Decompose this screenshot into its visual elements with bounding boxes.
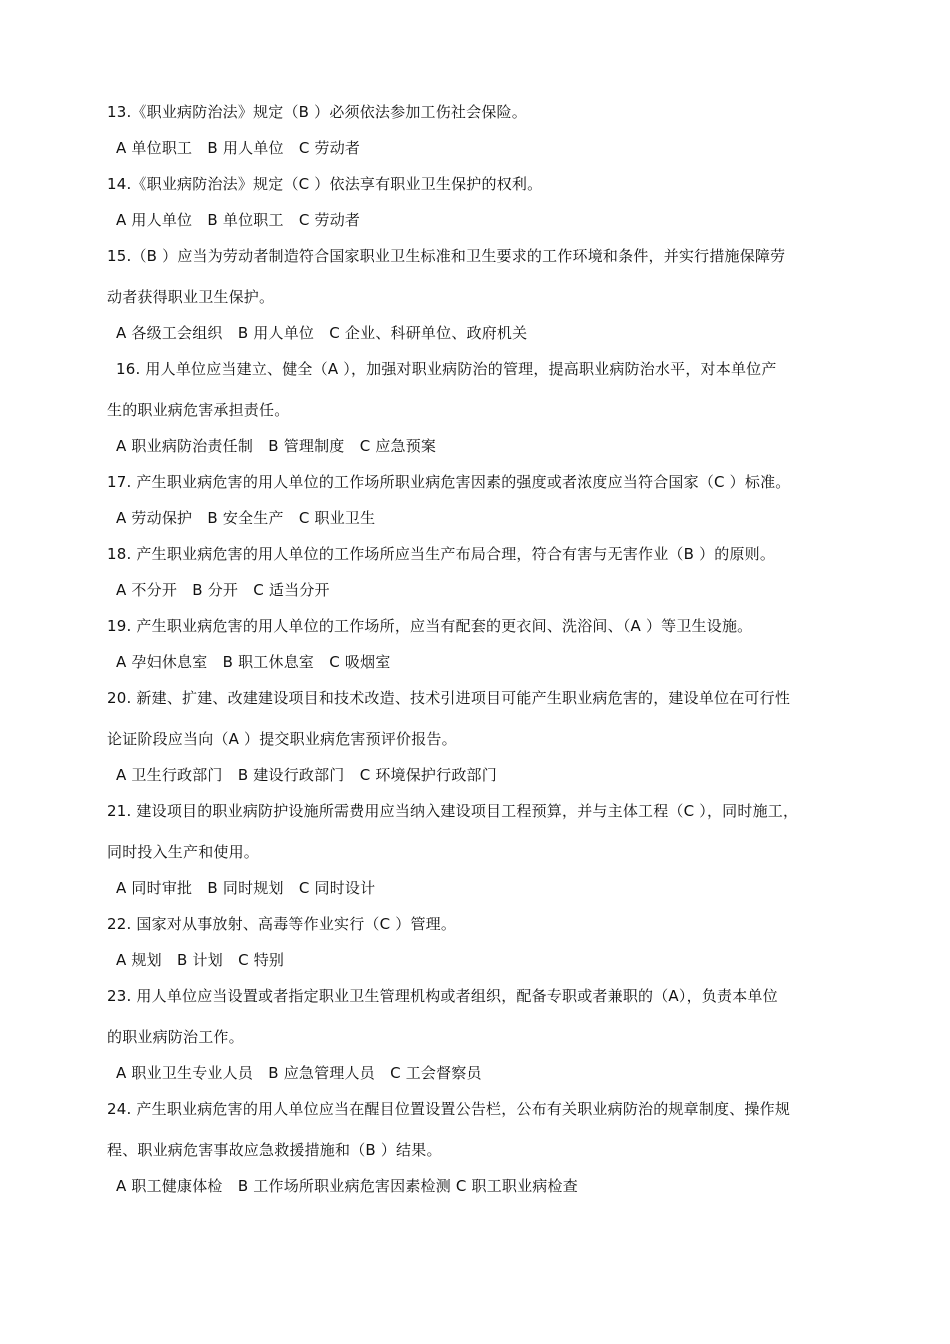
question-23-text-line-1: 23. 用人单位应当设置或者指定职业卫生管理机构或者组织，配备专职或者兼职的（A），负责本单位	[107, 987, 778, 1005]
question-24-text-line-2: 程、职业病危害事故应急救援措施和（B ）结果。	[107, 1141, 442, 1159]
question-15-text-line-2: 动者获得职业卫生保护。	[107, 288, 275, 306]
question-18-text: 18. 产生职业病危害的用人单位的工作场所应当生产布局合理，符合有害与无害作业（B ）的原则。	[107, 545, 776, 563]
question-21-text-line-2: 同时投入生产和使用。	[107, 843, 260, 861]
question-13-options: A 单位职工 B 用人单位 C 劳动者	[116, 139, 361, 157]
question-22-options: A 规划 B 计划 C 特别	[116, 951, 285, 969]
question-17-options: A 劳动保护 B 安全生产 C 职业卫生	[116, 509, 376, 527]
question-16-text-line-1: 16. 用人单位应当建立、健全（A ），加强对职业病防治的管理，提高职业病防治水平，对本单位产	[116, 360, 777, 378]
question-15-options: A 各级工会组织 B 用人单位 C 企业、科研单位、政府机关	[116, 324, 528, 342]
question-23-text-line-2: 的职业病防治工作。	[107, 1028, 244, 1046]
question-13-text: 13.《职业病防治法》规定（B ）必须依法参加工伤社会保险。	[107, 103, 527, 121]
question-14-text: 14.《职业病防治法》规定（C ）依法享有职业卫生保护的权利。	[107, 175, 543, 193]
question-18-options: A 不分开 B 分开 C 适当分开	[116, 581, 330, 599]
question-16-options: A 职业病防治责任制 B 管理制度 C 应急预案	[116, 437, 437, 455]
question-17-text: 17. 产生职业病危害的用人单位的工作场所职业病危害因素的强度或者浓度应当符合国家（C ）标准。	[107, 473, 791, 491]
question-24-text-line-1: 24. 产生职业病危害的用人单位应当在醒目位置设置公告栏，公布有关职业病防治的规章制度、操作规	[107, 1100, 791, 1118]
question-20-options: A 卫生行政部门 B 建设行政部门 C 环境保护行政部门	[116, 766, 497, 784]
question-15-text-line-1: 15.（B ）应当为劳动者制造符合国家职业卫生标准和卫生要求的工作环境和条件，并实行措施保障劳	[107, 247, 786, 265]
question-16-text-line-2: 生的职业病危害承担责任。	[107, 401, 290, 419]
question-19-options: A 孕妇休息室 B 职工休息室 C 吸烟室	[116, 653, 391, 671]
question-20-text-line-1: 20. 新建、扩建、改建建设项目和技术改造、技术引进项目可能产生职业病危害的，建设单位在可行性	[107, 689, 791, 707]
question-21-text-line-1: 21. 建设项目的职业病防护设施所需费用应当纳入建设项目工程预算，并与主体工程（C ），同时施工，	[107, 802, 799, 820]
question-20-text-line-2: 论证阶段应当向（A ）提交职业病危害预评价报告。	[107, 730, 457, 748]
question-14-options: A 用人单位 B 单位职工 C 劳动者	[116, 211, 361, 229]
question-21-options: A 同时审批 B 同时规划 C 同时设计	[116, 879, 376, 897]
question-24-options: A 职工健康体检 B 工作场所职业病危害因素检测 C 职工职业病检查	[116, 1177, 578, 1195]
question-22-text: 22. 国家对从事放射、高毒等作业实行（C ）管理。	[107, 915, 457, 933]
question-19-text: 19. 产生职业病危害的用人单位的工作场所，应当有配套的更衣间、洗浴间、（A ）等卫生设施。	[107, 617, 753, 635]
question-23-options: A 职业卫生专业人员 B 应急管理人员 C 工会督察员	[116, 1064, 482, 1082]
